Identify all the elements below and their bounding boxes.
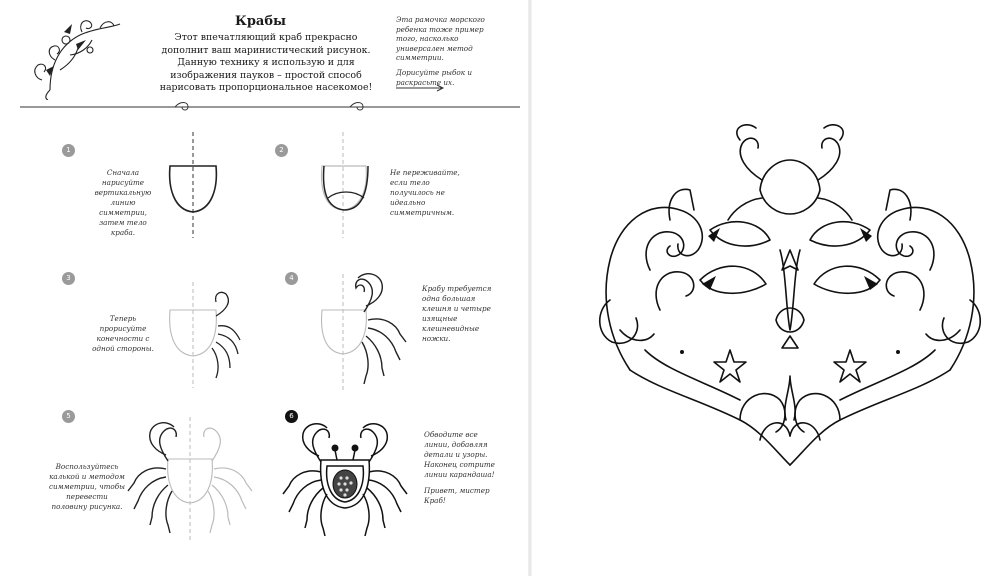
step-caption-1: Сначала нарисуйте вертикальную линию симметрии, затем тело краба. xyxy=(94,168,152,237)
step-caption-5: Воспользуйтесь калькой и методом симметрии, чтобы перевести половину рисунка. xyxy=(49,462,125,511)
crab-frame-illustration xyxy=(590,120,990,480)
step-number-4: 4 xyxy=(285,272,298,285)
step-5-drawing xyxy=(120,415,260,545)
step-2-drawing xyxy=(310,130,390,240)
divider-rule xyxy=(20,101,520,115)
step-caption-6 xyxy=(424,430,504,512)
arrow-right-icon xyxy=(396,84,446,92)
step-caption-6-text: Обводите все линии, добавляя детали и узоры. Наконец сотрите линии карандаша! xyxy=(424,430,495,479)
step-4-drawing xyxy=(310,272,420,392)
step-3-drawing xyxy=(160,280,250,390)
intro-text: Этот впечатляющий краб прекрасно дополнит ваш маринистический рисунок. Данную технику я использую и для изображения пауков – простой способ нарисовать пропорциональное насекомое! xyxy=(159,32,373,93)
step-1-drawing xyxy=(160,130,240,240)
sidenote xyxy=(396,15,488,92)
sidenote-text-2: Дорисуйте рыбок и раскрасьте их. xyxy=(396,67,472,87)
page-title: Крабы xyxy=(235,14,287,29)
step-caption-2: Не переживайте, если тело получилось не идеально симметричным. xyxy=(390,168,460,217)
step-caption-3: Теперь прорисуйте конечности с одной стороны. xyxy=(92,314,154,353)
step-number-3: 3 xyxy=(62,272,75,285)
step-caption-6-greeting: Привет, мистер Краб! xyxy=(424,486,490,505)
step-6-crab-drawing xyxy=(275,420,415,550)
step-number-5: 5 xyxy=(62,410,75,423)
step-number-1: 1 xyxy=(62,144,75,157)
step-number-6: 6 xyxy=(285,410,298,423)
sidenote-text-1: Эта рамочка морского ребенка тоже пример того, насколько универсален метод симметрии. xyxy=(396,15,485,63)
step-caption-4: Крабу требуется одна большая клешня и четыре изящные клешневидные ножки. xyxy=(422,284,492,343)
corner-flourish-ornament xyxy=(20,10,130,100)
step-number-2: 2 xyxy=(275,144,288,157)
right-page xyxy=(530,0,1001,576)
